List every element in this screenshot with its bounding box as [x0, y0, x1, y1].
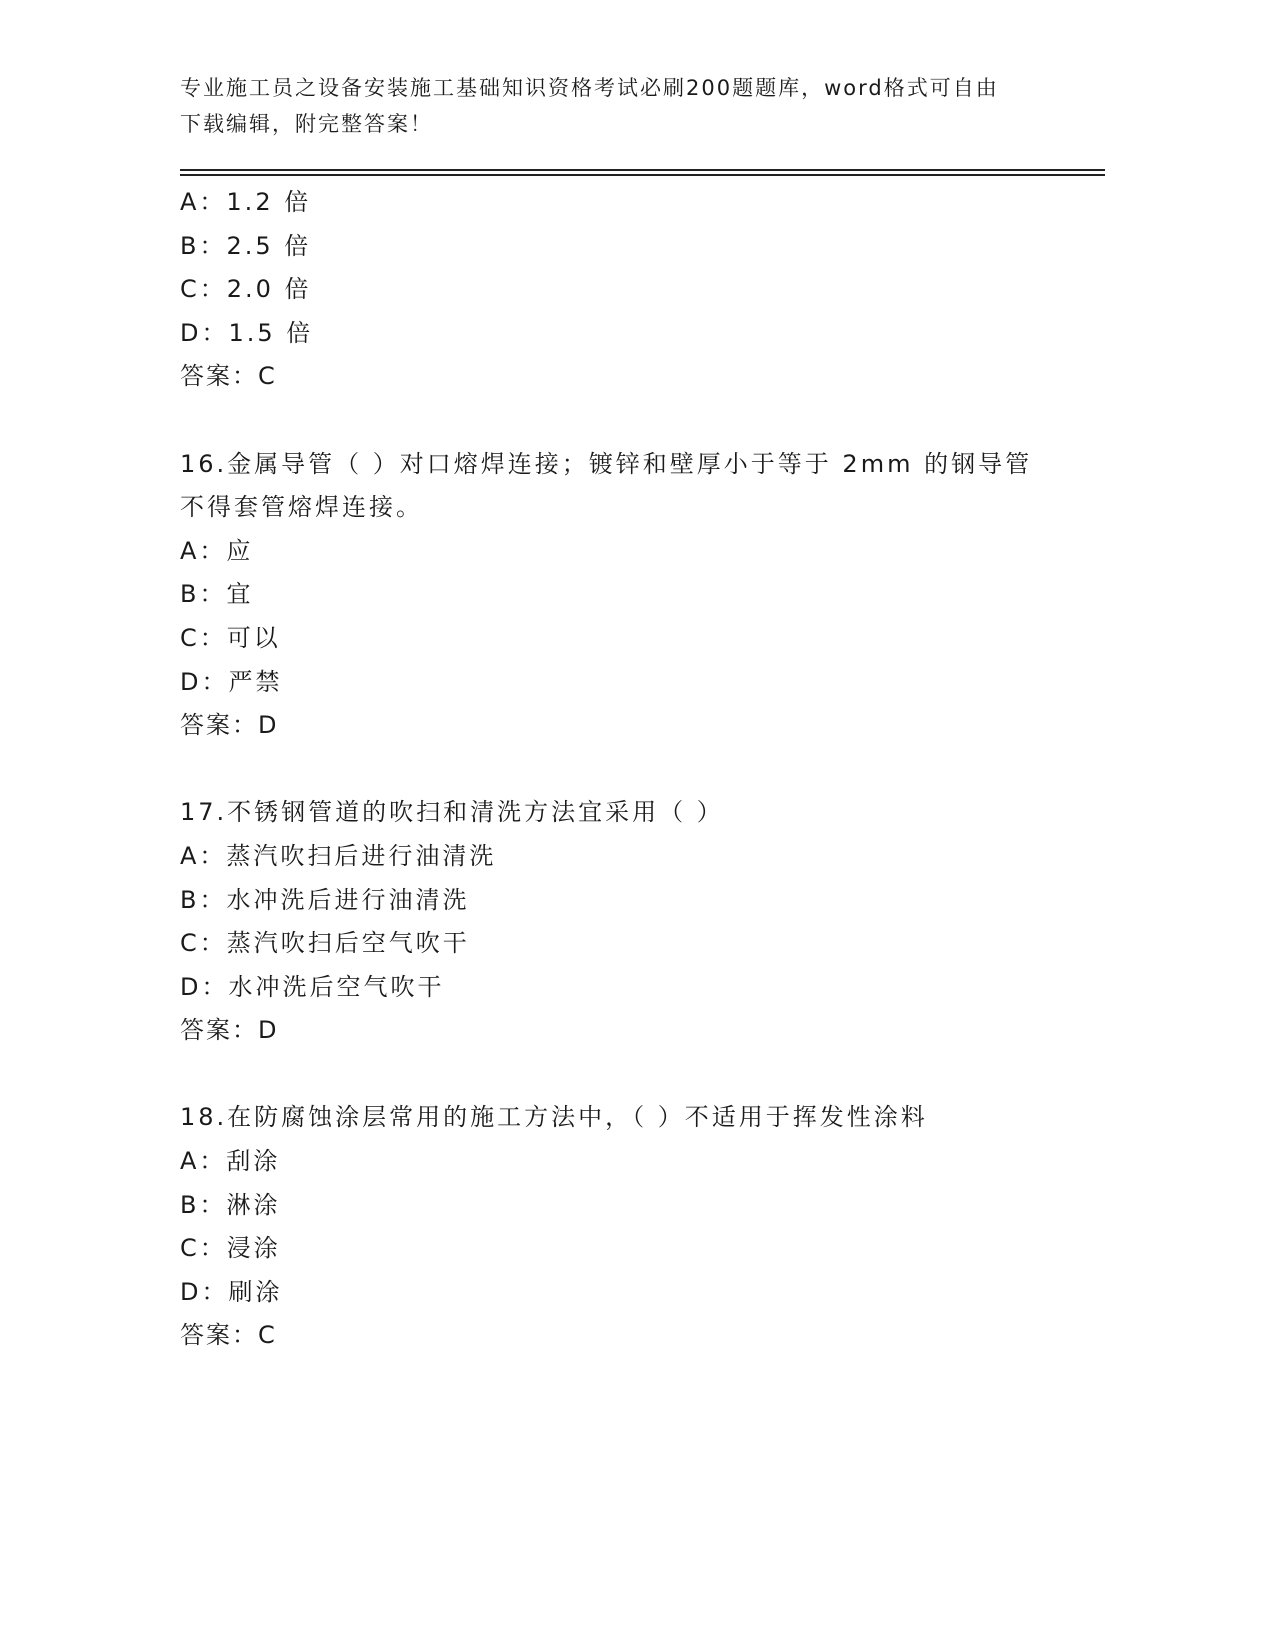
question-18	[180, 1096, 1080, 1358]
option-d: D：刷涂	[180, 1277, 283, 1306]
question-stem: 18.在防腐蚀涂层常用的施工方法中，（ ）不适用于挥发性涂料	[180, 1103, 928, 1132]
header-line-1: 专业施工员之设备安装施工基础知识资格考试必刷200题题库，word格式可自由	[180, 76, 999, 100]
option-a: A：1.2 倍	[180, 188, 312, 216]
question-15	[180, 181, 1080, 399]
answer-line: 答案：D	[180, 711, 279, 740]
option-d: D：1.5 倍	[180, 318, 314, 347]
spacer	[180, 399, 1080, 443]
answer-line: 答案：C	[180, 1321, 277, 1350]
option-c: C：蒸汽吹扫后空气吹干	[180, 929, 470, 958]
question-stem-continued: 不得套管熔焊连接。	[180, 493, 423, 522]
option-c: C：2.0 倍	[180, 275, 312, 304]
answer-line: 答案：C	[180, 362, 277, 391]
spacer	[180, 748, 1080, 792]
option-d: D：水冲洗后空气吹干	[180, 972, 445, 1001]
answer-line: 答案：D	[180, 1016, 279, 1045]
header-divider-top	[180, 169, 1105, 171]
option-b: B：水冲洗后进行油清洗	[180, 885, 470, 914]
document-header	[180, 70, 1060, 142]
question-17	[180, 791, 1080, 1053]
option-a: A：蒸汽吹扫后进行油清洗	[180, 841, 497, 870]
option-b: B：2.5 倍	[180, 231, 312, 260]
header-divider-bottom	[180, 174, 1105, 176]
spacer	[180, 1053, 1080, 1097]
option-c: C：浸涂	[180, 1234, 281, 1263]
option-b: B：淋涂	[180, 1190, 281, 1219]
question-stem: 17.不锈钢管道的吹扫和清洗方法宜采用（ ）	[180, 798, 724, 827]
question-stem: 16.金属导管（ ）对口熔焊连接；镀锌和壁厚小于等于 2mm 的钢导管	[180, 449, 1033, 478]
option-a: A：应	[180, 536, 254, 565]
question-list	[180, 181, 1080, 1358]
option-d: D：严禁	[180, 667, 283, 696]
question-16	[180, 443, 1080, 748]
option-b: B：宜	[180, 580, 254, 609]
option-a: A：刮涂	[180, 1147, 281, 1176]
header-line-2: 下载编辑，附完整答案！	[180, 112, 433, 136]
option-c: C：可以	[180, 623, 281, 652]
